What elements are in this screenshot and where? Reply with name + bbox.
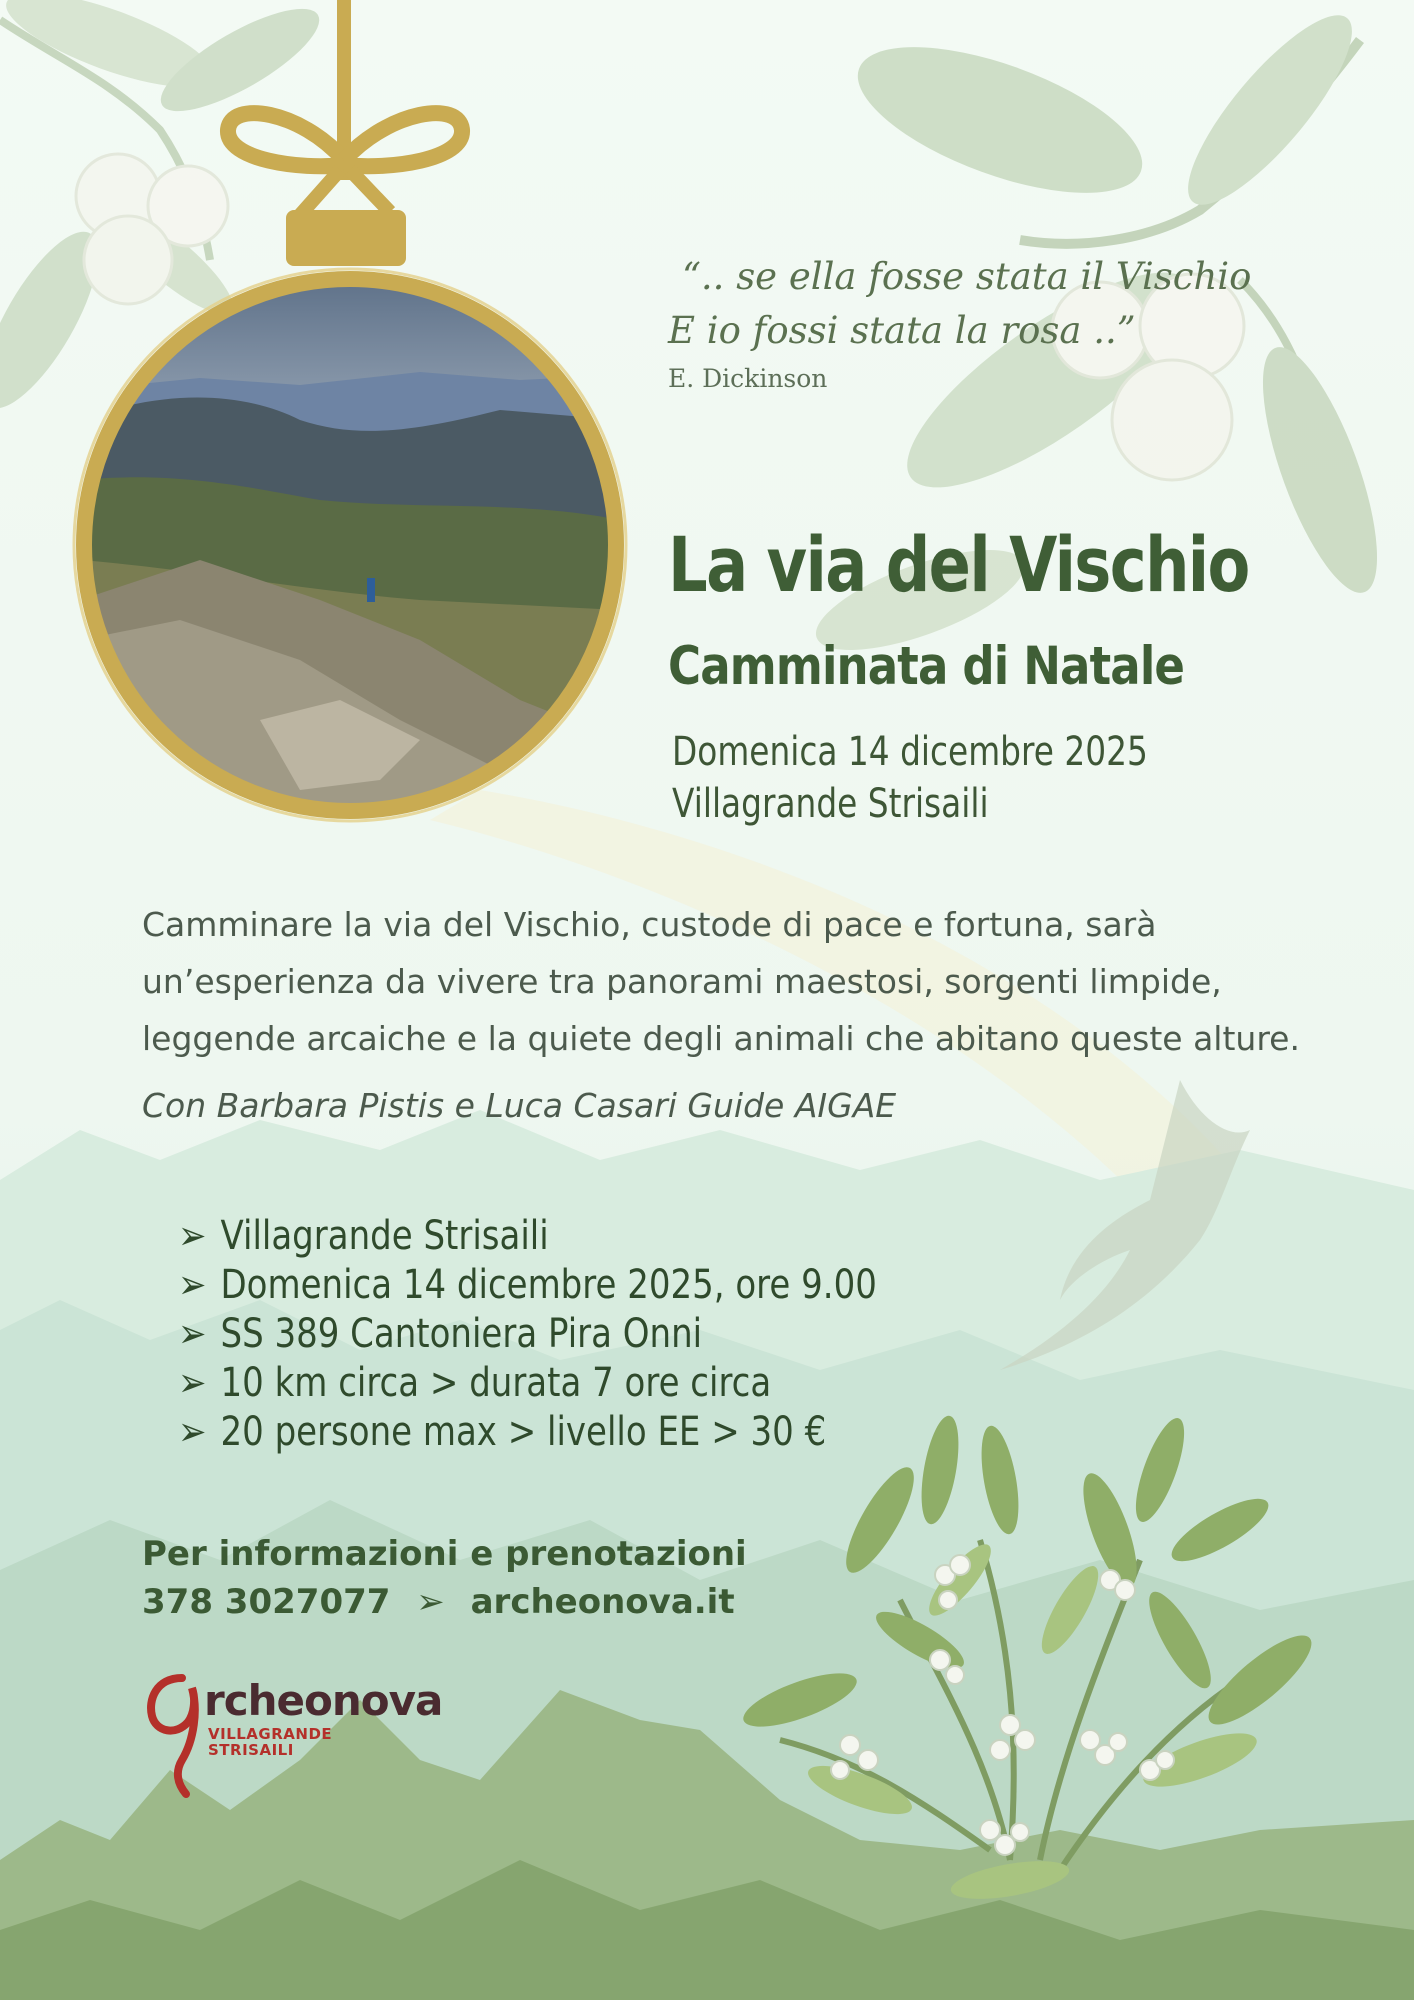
arrow-bullet-icon: ➢ (178, 1311, 207, 1357)
quote-line-1: “.. se ella fosse stata il Vischio (682, 255, 1252, 298)
detail-item: ➢ 20 persone max > livello EE > 30 € (178, 1409, 827, 1455)
event-title: La via del Vischio (668, 520, 1249, 609)
event-description: Camminare la via del Vischio, custode di pace e fortuna, sarà un’esperienza da vivere tra panorami maestosi, sorgenti limpide, leggende arcaiche e la quiete degli animali che abitano queste alture. (142, 905, 1300, 1058)
arrow-bullet-icon: ➢ (178, 1262, 207, 1308)
arrow-icon: ➢ (416, 1582, 445, 1622)
detail-item: ➢ Domenica 14 dicembre 2025, ore 9.00 (178, 1262, 877, 1308)
arrow-bullet-icon: ➢ (178, 1360, 207, 1406)
logo-a-mark-icon (142, 1670, 212, 1800)
archeonova-logo (142, 1670, 462, 1810)
event-guides: Con Barbara Pistis e Luca Casari Guide AIGAE (142, 1086, 897, 1125)
booking-contacts (142, 1578, 747, 1626)
event-details-list (178, 1212, 877, 1457)
booking-heading: Per informazioni e prenotazioni (142, 1534, 747, 1574)
booking-info (142, 1530, 747, 1626)
quote-line-2: E io fossi stata la rosa ..” (668, 309, 1136, 352)
logo-wordmark: rcheonova (204, 1676, 443, 1725)
detail-item: ➢ Villagrande Strisaili (178, 1213, 549, 1259)
arrow-bullet-icon: ➢ (178, 1213, 207, 1259)
phone-number[interactable]: 378 3027077 (142, 1582, 391, 1622)
logo-subtitle: VILLAGRANDE STRISAILI (208, 1725, 333, 1759)
website-link[interactable]: archeonova.it (470, 1582, 735, 1622)
arrow-bullet-icon: ➢ (178, 1409, 207, 1455)
event-date-place (672, 726, 1148, 830)
event-date: Domenica 14 dicembre 2025 (672, 729, 1148, 775)
detail-item: ➢ SS 389 Cantoniera Pira Onni (178, 1311, 703, 1357)
dickinson-quote (668, 250, 1251, 393)
detail-item: ➢ 10 km circa > durata 7 ore circa (178, 1360, 772, 1406)
event-place: Villagrande Strisaili (672, 781, 989, 827)
event-subtitle: Camminata di Natale (668, 636, 1185, 697)
quote-author: E. Dickinson (668, 364, 828, 393)
